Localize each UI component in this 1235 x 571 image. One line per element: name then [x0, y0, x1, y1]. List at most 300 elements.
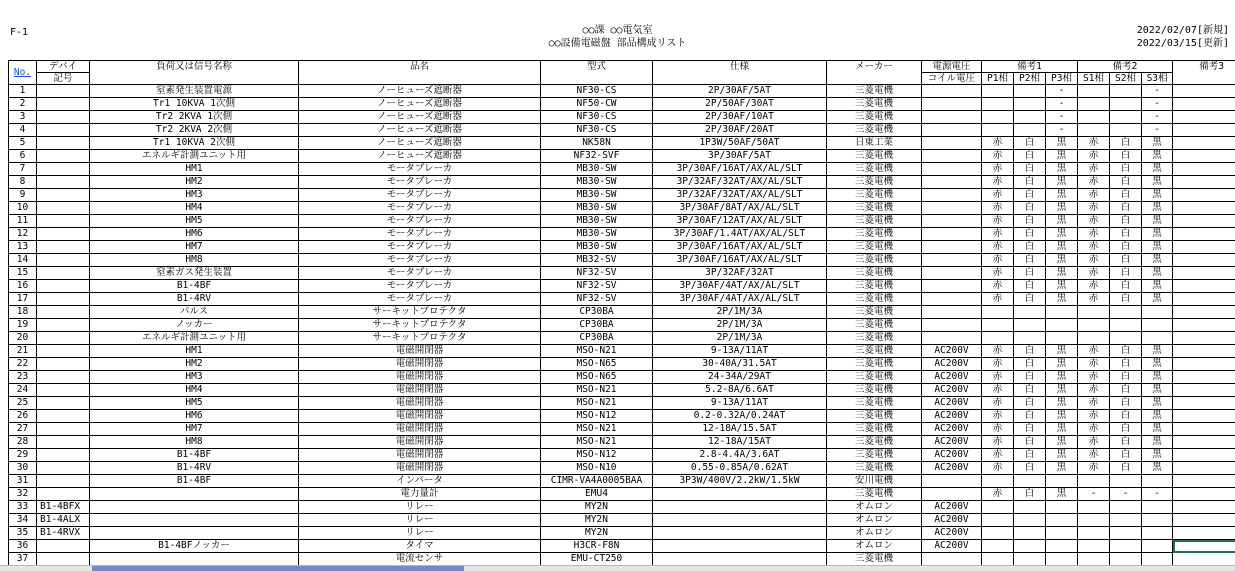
cell-s3[interactable] [1142, 306, 1173, 319]
cell-n3[interactable] [1173, 319, 1235, 332]
cell-p3[interactable]: 黒 [1046, 254, 1078, 267]
cell-p2[interactable]: 白 [1014, 163, 1046, 176]
cell-s3[interactable]: 黒 [1142, 202, 1173, 215]
cell-load[interactable]: HM5 [90, 397, 299, 410]
cell-spec[interactable]: 3P/30AF/12AT/AX/AL/SLT [653, 215, 827, 228]
cell-model[interactable]: MSO-N21 [541, 345, 653, 358]
cell-maker[interactable]: 三菱電機 [827, 436, 922, 449]
cell-p3[interactable]: 黒 [1046, 410, 1078, 423]
cell-p1[interactable] [982, 501, 1014, 514]
cell-n3[interactable] [1173, 423, 1235, 436]
cell-s3[interactable]: 黒 [1142, 176, 1173, 189]
cell-p1[interactable]: 赤 [982, 488, 1014, 501]
cell-dev[interactable] [37, 540, 90, 553]
cell-p3[interactable]: 黒 [1046, 137, 1078, 150]
cell-s3[interactable]: 黒 [1142, 345, 1173, 358]
cell-p3[interactable]: 黒 [1046, 150, 1078, 163]
cell-no[interactable]: 10 [9, 202, 37, 215]
cell-name[interactable]: リレー [299, 527, 541, 540]
cell-spec[interactable]: 2P/30AF/10AT [653, 111, 827, 124]
cell-dev[interactable] [37, 488, 90, 501]
cell-p2[interactable]: 白 [1014, 267, 1046, 280]
cell-load[interactable]: HM8 [90, 254, 299, 267]
cell-p1[interactable]: 赤 [982, 280, 1014, 293]
cell-spec[interactable]: 3P/30AF/4AT/AX/AL/SLT [653, 280, 827, 293]
cell-model[interactable]: MSO-N21 [541, 436, 653, 449]
cell-p2[interactable]: 白 [1014, 436, 1046, 449]
cell-model[interactable]: MB30-SW [541, 228, 653, 241]
cell-maker[interactable]: 三菱電機 [827, 345, 922, 358]
cell-s1[interactable] [1078, 306, 1110, 319]
cell-s1[interactable]: 赤 [1078, 436, 1110, 449]
cell-model[interactable]: MB30-SW [541, 189, 653, 202]
cell-p1[interactable] [982, 527, 1014, 540]
cell-s3[interactable]: 黒 [1142, 215, 1173, 228]
cell-s3[interactable]: 黒 [1142, 436, 1173, 449]
cell-n3[interactable] [1173, 150, 1235, 163]
cell-s2[interactable]: 白 [1110, 462, 1142, 475]
cell-n3[interactable] [1173, 267, 1235, 280]
cell-s2[interactable] [1110, 319, 1142, 332]
cell-p3[interactable]: 黒 [1046, 176, 1078, 189]
cell-name[interactable]: ノーヒューズ遮断器 [299, 85, 541, 98]
cell-s3[interactable] [1142, 514, 1173, 527]
cell-s3[interactable]: 黒 [1142, 163, 1173, 176]
cell-spec[interactable]: 2P/50AF/30AT [653, 98, 827, 111]
cell-p2[interactable]: 白 [1014, 189, 1046, 202]
cell-name[interactable]: タイマ [299, 540, 541, 553]
cell-model[interactable]: NF30-CS [541, 85, 653, 98]
cell-spec[interactable]: 2P/1M/3A [653, 306, 827, 319]
cell-name[interactable]: サーキットプロテクタ [299, 306, 541, 319]
cell-s2[interactable]: 白 [1110, 410, 1142, 423]
cell-model[interactable]: MSO-N65 [541, 371, 653, 384]
cell-name[interactable]: 電磁開閉器 [299, 462, 541, 475]
cell-s2[interactable]: 白 [1110, 436, 1142, 449]
cell-spec[interactable]: 3P/30AF/1.4AT/AX/AL/SLT [653, 228, 827, 241]
cell-volt[interactable] [922, 332, 982, 345]
cell-load[interactable]: HM1 [90, 163, 299, 176]
cell-volt[interactable] [922, 85, 982, 98]
cell-s2[interactable]: 白 [1110, 345, 1142, 358]
cell-n3[interactable] [1173, 241, 1235, 254]
cell-s2[interactable]: 白 [1110, 371, 1142, 384]
cell-s2[interactable]: 白 [1110, 137, 1142, 150]
cell-p1[interactable] [982, 540, 1014, 553]
cell-name[interactable]: モータブレーカ [299, 254, 541, 267]
cell-spec[interactable]: 24-34A/29AT [653, 371, 827, 384]
cell-load[interactable]: B1-4BF [90, 449, 299, 462]
cell-volt[interactable] [922, 488, 982, 501]
cell-s2[interactable]: 白 [1110, 176, 1142, 189]
cell-model[interactable]: EMU4 [541, 488, 653, 501]
cell-dev[interactable] [37, 98, 90, 111]
cell-p3[interactable] [1046, 527, 1078, 540]
cell-dev[interactable] [37, 111, 90, 124]
cell-volt[interactable] [922, 228, 982, 241]
cell-volt[interactable] [922, 254, 982, 267]
cell-model[interactable]: MSO-N21 [541, 397, 653, 410]
cell-load[interactable]: Tr2 2KVA 1次側 [90, 111, 299, 124]
cell-dev[interactable] [37, 293, 90, 306]
cell-p3[interactable] [1046, 540, 1078, 553]
cell-p3[interactable] [1046, 306, 1078, 319]
cell-s1[interactable] [1078, 124, 1110, 137]
cell-s1[interactable]: 赤 [1078, 462, 1110, 475]
cell-n3[interactable] [1173, 540, 1235, 553]
cell-dev[interactable] [37, 150, 90, 163]
cell-p2[interactable]: 白 [1014, 384, 1046, 397]
cell-no[interactable]: 8 [9, 176, 37, 189]
cell-dev[interactable] [37, 462, 90, 475]
cell-spec[interactable]: 3P/30AF/8AT/AX/AL/SLT [653, 202, 827, 215]
cell-no[interactable]: 34 [9, 514, 37, 527]
cell-dev[interactable] [37, 163, 90, 176]
cell-n3[interactable] [1173, 98, 1235, 111]
cell-load[interactable]: B1-4BF [90, 475, 299, 488]
cell-spec[interactable]: 3P/32AF/32AT/AX/AL/SLT [653, 189, 827, 202]
cell-s2[interactable] [1110, 553, 1142, 566]
cell-model[interactable]: NF50-CW [541, 98, 653, 111]
cell-volt[interactable] [922, 189, 982, 202]
cell-volt[interactable] [922, 202, 982, 215]
cell-maker[interactable]: 三菱電機 [827, 332, 922, 345]
cell-spec[interactable] [653, 501, 827, 514]
cell-load[interactable]: HM8 [90, 436, 299, 449]
cell-p2[interactable]: 白 [1014, 345, 1046, 358]
cell-p3[interactable]: 黒 [1046, 358, 1078, 371]
cell-no[interactable]: 16 [9, 280, 37, 293]
cell-load[interactable]: パルス [90, 306, 299, 319]
cell-s2[interactable] [1110, 540, 1142, 553]
cell-p1[interactable]: 赤 [982, 176, 1014, 189]
cell-s3[interactable]: 黒 [1142, 423, 1173, 436]
cell-s2[interactable]: - [1110, 488, 1142, 501]
cell-n3[interactable] [1173, 488, 1235, 501]
cell-s1[interactable] [1078, 85, 1110, 98]
cell-s1[interactable]: - [1078, 488, 1110, 501]
cell-s3[interactable]: 黒 [1142, 267, 1173, 280]
cell-model[interactable]: MB30-SW [541, 215, 653, 228]
cell-s1[interactable]: 赤 [1078, 345, 1110, 358]
cell-volt[interactable]: AC200V [922, 358, 982, 371]
cell-n3[interactable] [1173, 111, 1235, 124]
cell-maker[interactable]: 三菱電機 [827, 176, 922, 189]
cell-p1[interactable]: 赤 [982, 293, 1014, 306]
cell-dev[interactable] [37, 254, 90, 267]
cell-s2[interactable] [1110, 475, 1142, 488]
cell-n3[interactable] [1173, 176, 1235, 189]
cell-s2[interactable] [1110, 501, 1142, 514]
cell-load[interactable]: B1-4RV [90, 293, 299, 306]
cell-name[interactable]: モータブレーカ [299, 176, 541, 189]
cell-no[interactable]: 18 [9, 306, 37, 319]
cell-s2[interactable] [1110, 98, 1142, 111]
cell-p1[interactable] [982, 319, 1014, 332]
cell-p2[interactable] [1014, 501, 1046, 514]
cell-p2[interactable]: 白 [1014, 410, 1046, 423]
cell-maker[interactable]: 三菱電機 [827, 397, 922, 410]
cell-dev[interactable] [37, 215, 90, 228]
cell-load[interactable]: HM6 [90, 410, 299, 423]
cell-s1[interactable] [1078, 540, 1110, 553]
cell-s1[interactable]: 赤 [1078, 397, 1110, 410]
cell-maker[interactable]: 三菱電機 [827, 267, 922, 280]
cell-s3[interactable]: 黒 [1142, 228, 1173, 241]
cell-name[interactable]: モータブレーカ [299, 202, 541, 215]
cell-p1[interactable] [982, 85, 1014, 98]
cell-p1[interactable]: 赤 [982, 267, 1014, 280]
cell-name[interactable]: リレー [299, 501, 541, 514]
cell-p1[interactable]: 赤 [982, 150, 1014, 163]
cell-p2[interactable] [1014, 319, 1046, 332]
cell-s3[interactable]: 黒 [1142, 410, 1173, 423]
cell-volt[interactable]: AC200V [922, 514, 982, 527]
cell-volt[interactable] [922, 241, 982, 254]
cell-dev[interactable] [37, 202, 90, 215]
cell-maker[interactable]: 三菱電機 [827, 488, 922, 501]
cell-n3[interactable] [1173, 189, 1235, 202]
cell-volt[interactable] [922, 267, 982, 280]
cell-volt[interactable]: AC200V [922, 462, 982, 475]
cell-p2[interactable]: 白 [1014, 449, 1046, 462]
cell-maker[interactable]: 三菱電機 [827, 254, 922, 267]
cell-dev[interactable]: B1-4BFX [37, 501, 90, 514]
cell-model[interactable]: MB32-SV [541, 254, 653, 267]
cell-p3[interactable]: 黒 [1046, 384, 1078, 397]
cell-s1[interactable] [1078, 319, 1110, 332]
cell-s2[interactable]: 白 [1110, 241, 1142, 254]
cell-volt[interactable] [922, 150, 982, 163]
cell-p3[interactable]: 黒 [1046, 488, 1078, 501]
cell-s1[interactable]: 赤 [1078, 163, 1110, 176]
cell-maker[interactable]: 三菱電機 [827, 553, 922, 566]
cell-s3[interactable]: 黒 [1142, 280, 1173, 293]
cell-no[interactable]: 11 [9, 215, 37, 228]
cell-p3[interactable]: 黒 [1046, 202, 1078, 215]
cell-dev[interactable] [37, 306, 90, 319]
cell-p2[interactable]: 白 [1014, 241, 1046, 254]
cell-p1[interactable]: 赤 [982, 189, 1014, 202]
cell-s1[interactable]: 赤 [1078, 293, 1110, 306]
cell-name[interactable]: モータブレーカ [299, 280, 541, 293]
cell-s3[interactable] [1142, 332, 1173, 345]
cell-dev[interactable]: B1-4ALX [37, 514, 90, 527]
cell-p3[interactable]: 黒 [1046, 371, 1078, 384]
cell-p3[interactable]: 黒 [1046, 163, 1078, 176]
cell-p2[interactable] [1014, 98, 1046, 111]
cell-spec[interactable]: 12-18A/15AT [653, 436, 827, 449]
cell-dev[interactable] [37, 241, 90, 254]
cell-name[interactable]: 電磁開閉器 [299, 436, 541, 449]
cell-s3[interactable] [1142, 540, 1173, 553]
cell-load[interactable]: Tr2 2KVA 2次側 [90, 124, 299, 137]
cell-p1[interactable]: 赤 [982, 163, 1014, 176]
cell-no[interactable]: 25 [9, 397, 37, 410]
cell-s3[interactable]: 黒 [1142, 397, 1173, 410]
cell-model[interactable]: NF30-CS [541, 111, 653, 124]
cell-s3[interactable]: 黒 [1142, 384, 1173, 397]
cell-p2[interactable] [1014, 306, 1046, 319]
cell-model[interactable]: NF32-SV [541, 280, 653, 293]
cell-volt[interactable] [922, 475, 982, 488]
cell-s3[interactable] [1142, 527, 1173, 540]
cell-name[interactable]: サーキットプロテクタ [299, 319, 541, 332]
cell-p3[interactable]: 黒 [1046, 345, 1078, 358]
cell-spec[interactable]: 1P3W/50AF/50AT [653, 137, 827, 150]
cell-p1[interactable]: 赤 [982, 397, 1014, 410]
cell-s1[interactable]: 赤 [1078, 371, 1110, 384]
cell-spec[interactable]: 3P3W/400V/2.2kW/1.5kW [653, 475, 827, 488]
cell-p1[interactable]: 赤 [982, 215, 1014, 228]
cell-model[interactable]: NF30-CS [541, 124, 653, 137]
cell-load[interactable]: HM3 [90, 371, 299, 384]
cell-maker[interactable]: 三菱電機 [827, 189, 922, 202]
cell-volt[interactable] [922, 176, 982, 189]
cell-volt[interactable]: AC200V [922, 371, 982, 384]
sheet-tab-strip[interactable] [0, 565, 1235, 571]
cell-p2[interactable]: 白 [1014, 462, 1046, 475]
cell-no[interactable]: 17 [9, 293, 37, 306]
cell-p1[interactable]: 赤 [982, 384, 1014, 397]
cell-n3[interactable] [1173, 137, 1235, 150]
cell-s3[interactable] [1142, 501, 1173, 514]
cell-model[interactable]: CIMR-VA4A0005BAA [541, 475, 653, 488]
cell-p1[interactable]: 赤 [982, 345, 1014, 358]
cell-p1[interactable] [982, 111, 1014, 124]
cell-load[interactable] [90, 553, 299, 566]
cell-model[interactable]: MSO-N10 [541, 462, 653, 475]
cell-load[interactable]: HM2 [90, 358, 299, 371]
cell-s2[interactable]: 白 [1110, 254, 1142, 267]
cell-name[interactable]: インバータ [299, 475, 541, 488]
cell-model[interactable]: MSO-N12 [541, 449, 653, 462]
cell-no[interactable]: 7 [9, 163, 37, 176]
cell-maker[interactable]: 三菱電機 [827, 202, 922, 215]
cell-volt[interactable]: AC200V [922, 410, 982, 423]
cell-dev[interactable] [37, 176, 90, 189]
cell-p1[interactable]: 赤 [982, 254, 1014, 267]
cell-name[interactable]: モータブレーカ [299, 241, 541, 254]
cell-p3[interactable]: - [1046, 85, 1078, 98]
cell-name[interactable]: リレー [299, 514, 541, 527]
cell-p3[interactable]: 黒 [1046, 228, 1078, 241]
cell-name[interactable]: ノーヒューズ遮断器 [299, 124, 541, 137]
cell-maker[interactable]: 三菱電機 [827, 150, 922, 163]
cell-name[interactable]: 電磁開閉器 [299, 449, 541, 462]
cell-no[interactable]: 22 [9, 358, 37, 371]
cell-s3[interactable]: 黒 [1142, 241, 1173, 254]
cell-model[interactable]: MY2N [541, 527, 653, 540]
cell-model[interactable]: CP30BA [541, 332, 653, 345]
cell-maker[interactable]: 三菱電機 [827, 319, 922, 332]
cell-p2[interactable]: 白 [1014, 293, 1046, 306]
cell-p1[interactable]: 赤 [982, 241, 1014, 254]
cell-s1[interactable] [1078, 501, 1110, 514]
cell-model[interactable]: MB30-SW [541, 241, 653, 254]
cell-s3[interactable]: 黒 [1142, 358, 1173, 371]
cell-name[interactable]: 電磁開閉器 [299, 423, 541, 436]
cell-spec[interactable]: 2P/1M/3A [653, 319, 827, 332]
cell-no[interactable]: 29 [9, 449, 37, 462]
cell-dev[interactable] [37, 358, 90, 371]
cell-load[interactable]: HM4 [90, 202, 299, 215]
cell-p1[interactable] [982, 475, 1014, 488]
cell-spec[interactable]: 9-13A/11AT [653, 345, 827, 358]
cell-s3[interactable]: 黒 [1142, 254, 1173, 267]
cell-model[interactable]: NF32-SV [541, 267, 653, 280]
cell-s1[interactable]: 赤 [1078, 423, 1110, 436]
cell-dev[interactable] [37, 267, 90, 280]
cell-p3[interactable]: 黒 [1046, 267, 1078, 280]
cell-s1[interactable]: 赤 [1078, 189, 1110, 202]
cell-p2[interactable] [1014, 124, 1046, 137]
cell-s2[interactable]: 白 [1110, 150, 1142, 163]
cell-s3[interactable]: 黒 [1142, 449, 1173, 462]
cell-spec[interactable] [653, 514, 827, 527]
cell-volt[interactable]: AC200V [922, 384, 982, 397]
cell-s3[interactable]: - [1142, 98, 1173, 111]
cell-p3[interactable] [1046, 332, 1078, 345]
cell-no[interactable]: 37 [9, 553, 37, 566]
cell-n3[interactable] [1173, 553, 1235, 566]
cell-p3[interactable]: - [1046, 124, 1078, 137]
cell-p3[interactable]: 黒 [1046, 280, 1078, 293]
cell-maker[interactable]: 三菱電機 [827, 384, 922, 397]
cell-dev[interactable] [37, 85, 90, 98]
cell-dev[interactable] [37, 319, 90, 332]
cell-n3[interactable] [1173, 397, 1235, 410]
cell-n3[interactable] [1173, 124, 1235, 137]
cell-model[interactable]: MY2N [541, 501, 653, 514]
cell-s2[interactable]: 白 [1110, 384, 1142, 397]
cell-name[interactable]: 電力量計 [299, 488, 541, 501]
cell-spec[interactable]: 3P/30AF/16AT/AX/AL/SLT [653, 163, 827, 176]
cell-s3[interactable] [1142, 475, 1173, 488]
cell-p2[interactable]: 白 [1014, 397, 1046, 410]
cell-s1[interactable] [1078, 514, 1110, 527]
cell-load[interactable]: B1-4BFノッカー [90, 540, 299, 553]
cell-s3[interactable]: - [1142, 111, 1173, 124]
cell-s2[interactable]: 白 [1110, 293, 1142, 306]
cell-s2[interactable]: 白 [1110, 358, 1142, 371]
cell-load[interactable]: エネルギ計測ユニット用 [90, 150, 299, 163]
cell-maker[interactable]: 三菱電機 [827, 423, 922, 436]
cell-name[interactable]: ノーヒューズ遮断器 [299, 98, 541, 111]
cell-no[interactable]: 13 [9, 241, 37, 254]
cell-s1[interactable]: 赤 [1078, 384, 1110, 397]
cell-load[interactable] [90, 514, 299, 527]
cell-p2[interactable] [1014, 540, 1046, 553]
cell-model[interactable]: NF32-SVF [541, 150, 653, 163]
cell-n3[interactable] [1173, 254, 1235, 267]
cell-p2[interactable]: 白 [1014, 358, 1046, 371]
cell-p3[interactable] [1046, 475, 1078, 488]
cell-name[interactable]: ノーヒューズ遮断器 [299, 150, 541, 163]
cell-volt[interactable] [922, 319, 982, 332]
cell-name[interactable]: 電磁開閉器 [299, 345, 541, 358]
cell-p2[interactable]: 白 [1014, 137, 1046, 150]
cell-dev[interactable] [37, 475, 90, 488]
cell-p1[interactable]: 赤 [982, 228, 1014, 241]
cell-dev[interactable] [37, 345, 90, 358]
cell-model[interactable]: NK58N [541, 137, 653, 150]
cell-load[interactable]: HM3 [90, 189, 299, 202]
cell-load[interactable]: エネルギ計測ユニット用 [90, 332, 299, 345]
cell-model[interactable]: MSO-N21 [541, 384, 653, 397]
cell-maker[interactable]: オムロン [827, 527, 922, 540]
cell-volt[interactable]: AC200V [922, 540, 982, 553]
